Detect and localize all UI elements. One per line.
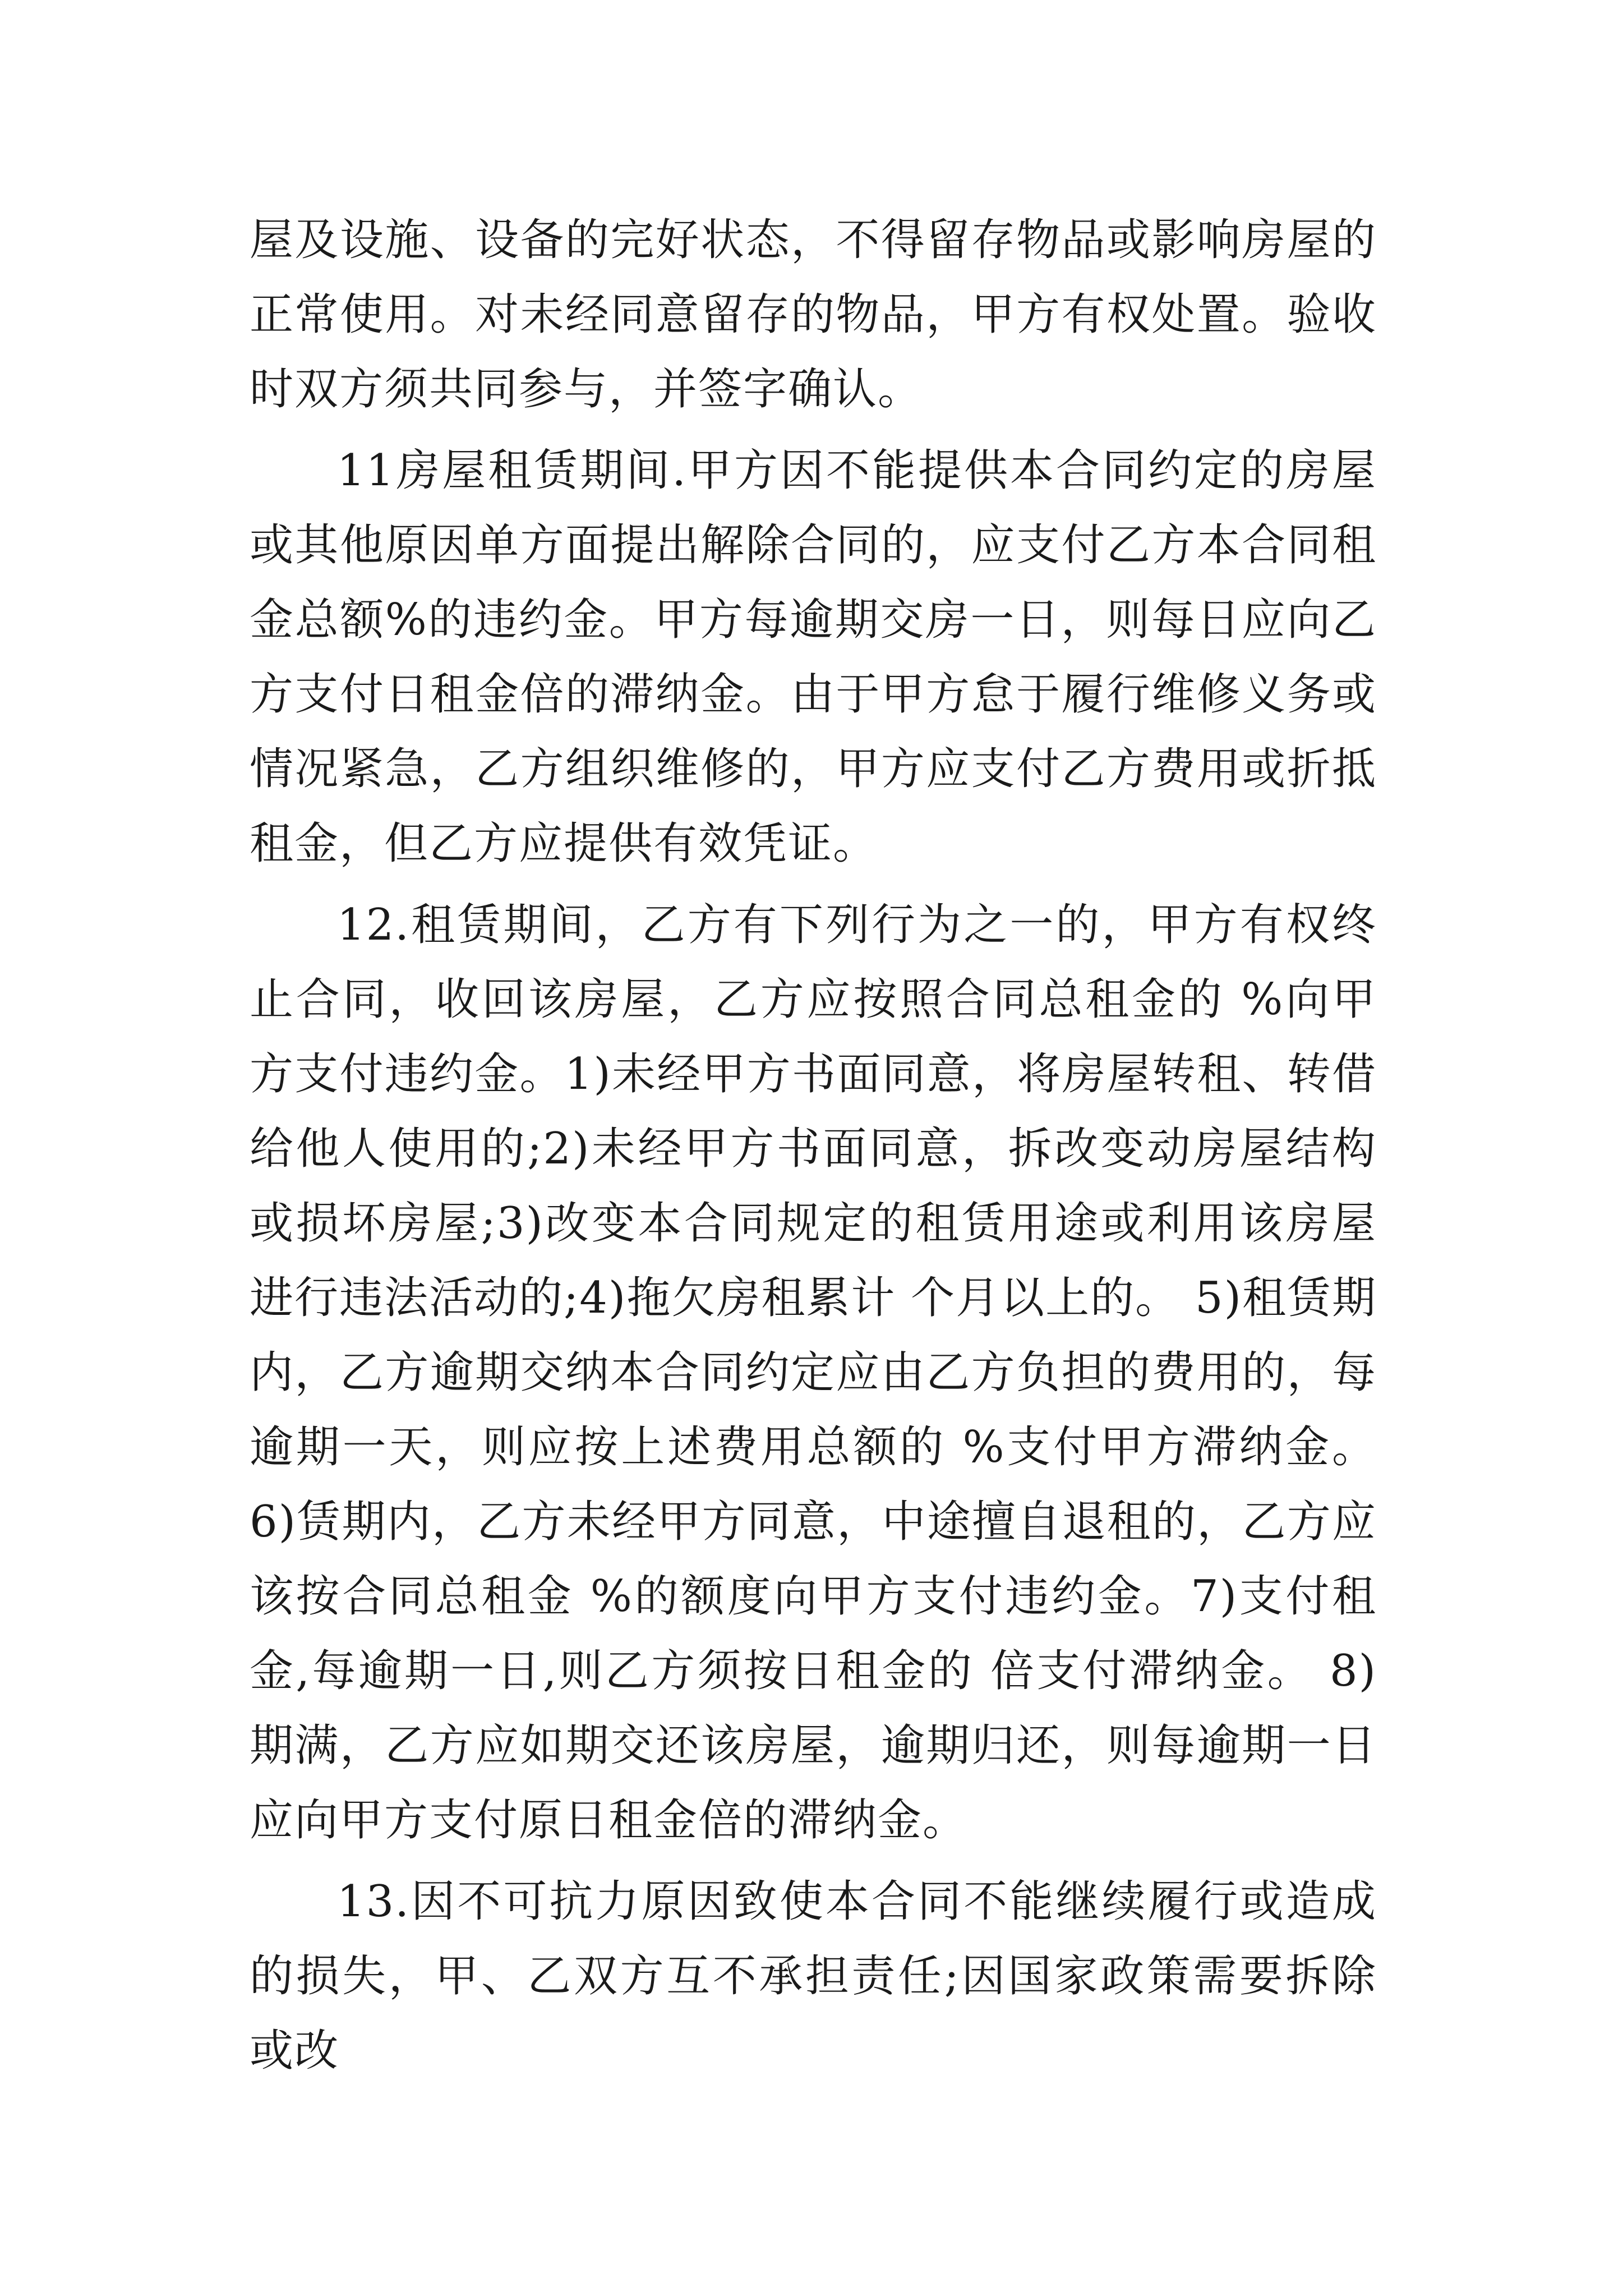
paragraph-clause-12: 12.租赁期间，乙方有下列行为之一的，甲方有权终止合同，收回该房屋，乙方应按照合同总租金的 %向甲方支付违约金。1)未经甲方书面同意，将房屋转租、转借给他人使用的;2)未经甲方书面同意，拆改变动房屋结构或损坏房屋;3)改变本合同规定的租赁用途或利用该房屋进行违法活动的;4)拖欠房租累计 个月以上的。 5)租赁期内，乙方逾期交纳本合同约定应由乙方负担的费用的，每逾期一天，则应按上述费用总额的 %支付甲方滞纳金。 6)赁期内，乙方未经甲方同意，中途擅自退租的，乙方应该按合同总租金 %的额度向甲方支付违约金。7)支付租金,每逾期一日,则乙方须按日租金的 倍支付滞纳金。 8)期满，乙方应如期交还该房屋，逾期归还，则每逾期一日应向甲方支付原日租金倍的滞纳金。 [250, 900, 1377, 1846]
paragraph-clause-11: 11房屋租赁期间.甲方因不能提供本合同约定的房屋或其他原因单方面提出解除合同的，应支付乙方本合同租金总额%的违约金。甲方每逾期交房一日，则每日应向乙方支付日租金倍的滞纳金。由于甲方怠于履行维修义务或情况紧急，乙方组织维修的，甲方应支付乙方费用或折抵租金，但乙方应提供有效凭证。 [250, 445, 1377, 869]
paragraph-continued: 屋及设施、设备的完好状态，不得留存物品或影响房屋的正常使用。对未经同意留存的物品，甲方有权处置。验收时双方须共同参与，并签字确认。 [250, 215, 1377, 415]
paragraph-clause-13: 13.因不可抗力原因致使本合同不能继续履行或造成的损失，甲、乙双方互不承担责任;因国家政策需要拆除或改 [250, 1876, 1377, 2076]
document-body [250, 203, 1377, 2095]
